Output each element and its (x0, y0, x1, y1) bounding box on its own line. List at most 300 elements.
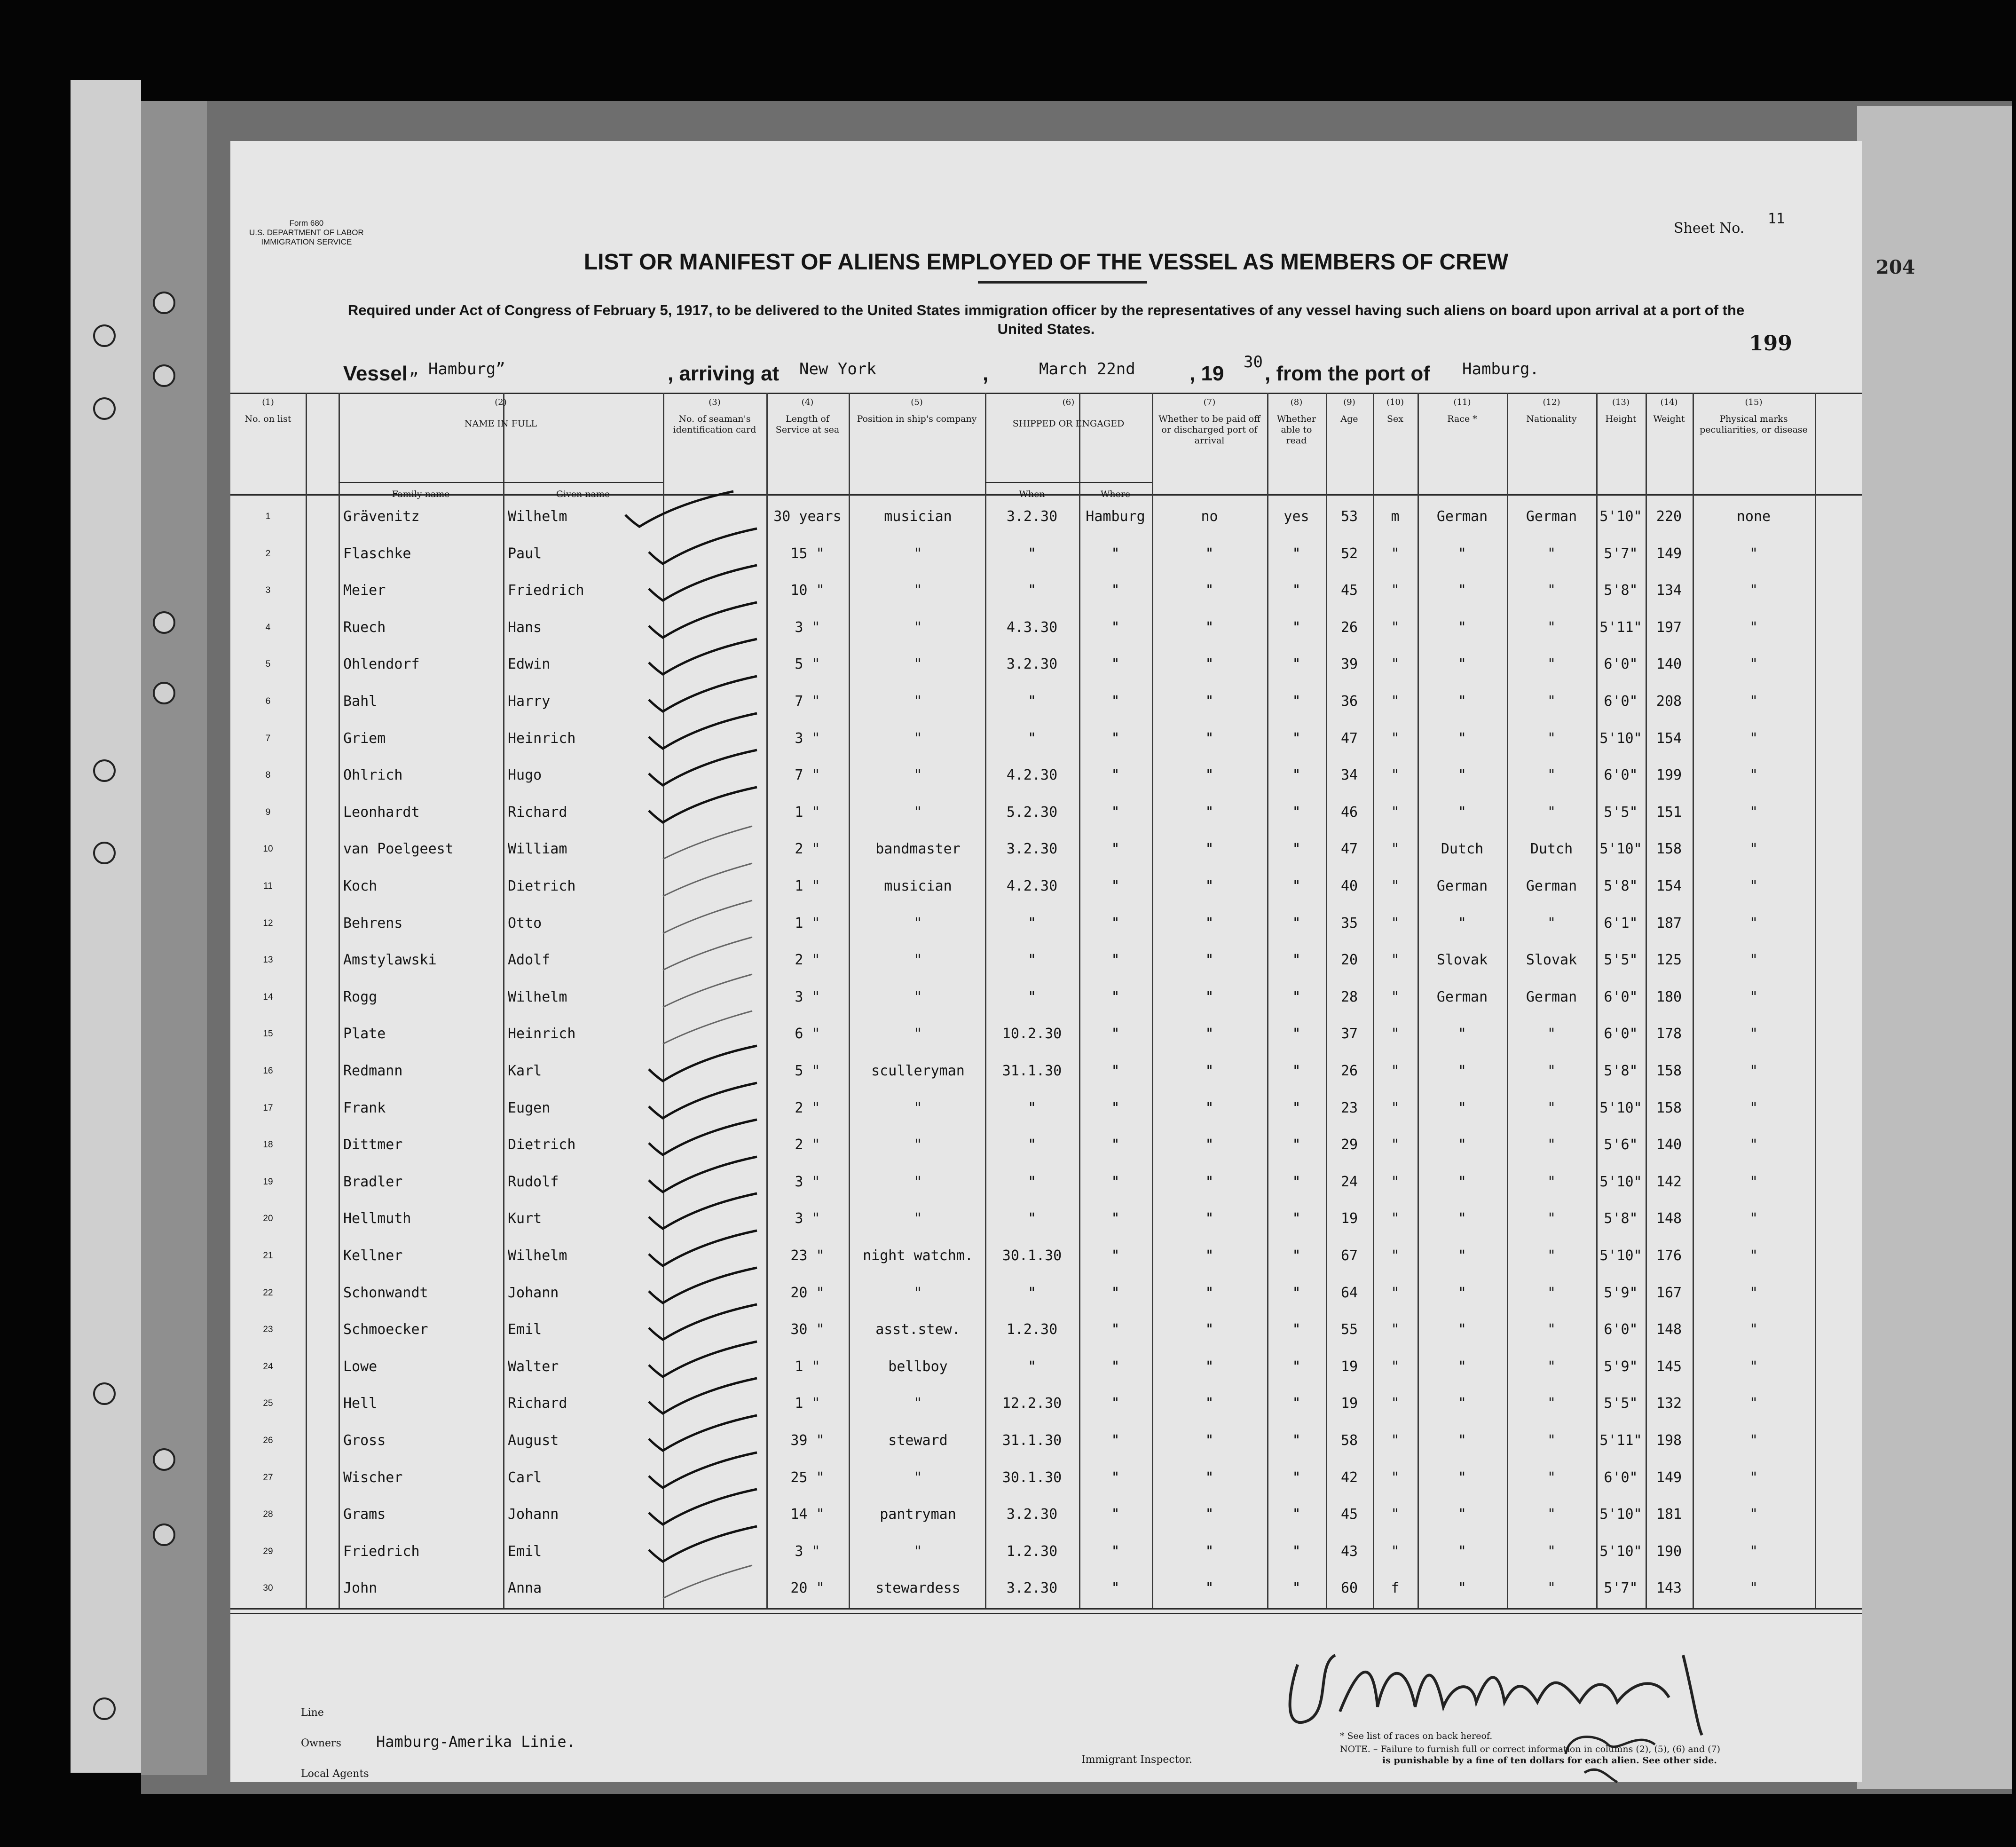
punch-hole (93, 759, 116, 782)
length-of-service-cell: 7 " (795, 767, 820, 784)
race-cell: " (1457, 1137, 1467, 1153)
height-cell: 5'7" (1604, 1580, 1638, 1597)
length-of-service-cell: 1 " (795, 1395, 820, 1412)
shipped-when-cell: 3.2.30 (1006, 1506, 1058, 1523)
shipped-when-cell: " (1027, 915, 1037, 931)
family-name-cell: Schonwandt (343, 1284, 428, 1301)
height-cell: 5'8" (1604, 582, 1638, 599)
check-mark-icon (621, 489, 743, 531)
punch-hole (153, 682, 175, 704)
given-name-cell: Karl (508, 1063, 542, 1079)
check-mark-icon (644, 1228, 766, 1271)
able-to-read-cell: " (1292, 619, 1301, 636)
check-mark-icon (644, 1191, 766, 1233)
shipped-where-cell: " (1111, 841, 1120, 858)
able-to-read-cell: " (1292, 1284, 1301, 1301)
shipped-where-cell: " (1111, 804, 1120, 821)
length-of-service-cell: 7 " (795, 693, 820, 710)
vessel-label: Vessel (343, 362, 408, 385)
weight-cell: 158 (1656, 1099, 1682, 1116)
page-subtitle: Required under Act of Congress of February 5, 1917, to be delivered to the United States immigration officer by the representatives of any vessel having such aliens on board upon arrival at a port of the United States. (347, 302, 1745, 337)
manifest-sheet (230, 141, 1915, 1782)
column-number: (3) (709, 397, 721, 407)
sex-cell: f (1391, 1580, 1400, 1597)
given-name-cell: Rudolf (508, 1173, 559, 1190)
age-cell: 40 (1340, 878, 1358, 894)
weight-cell: 148 (1656, 1321, 1682, 1338)
length-of-service-cell: 3 " (795, 619, 820, 636)
check-mark-icon (644, 1524, 766, 1566)
table-row (230, 1127, 1862, 1163)
shipped-when-cell: " (1027, 730, 1037, 747)
arriving-label: , arriving at (668, 362, 780, 385)
length-of-service-cell: 2 " (795, 952, 820, 969)
punch-hole (153, 364, 175, 387)
shipped-where-cell: " (1111, 1395, 1120, 1412)
departure-port: Hamburg. (1462, 360, 1539, 379)
sex-cell: " (1391, 545, 1400, 562)
family-name-cell: Hell (343, 1395, 378, 1412)
nationality-cell: " (1547, 1358, 1556, 1375)
position-cell: " (914, 804, 922, 821)
position-cell: " (914, 952, 922, 969)
row-number-cell: 5 (265, 659, 271, 670)
sex-cell: " (1391, 878, 1400, 894)
weight-cell: 158 (1656, 841, 1682, 858)
position-cell: sculleryman (871, 1063, 965, 1079)
nationality-cell: " (1547, 693, 1556, 710)
check-mark-icon (644, 932, 766, 975)
able-to-read-cell: " (1292, 1210, 1301, 1227)
age-cell: 47 (1340, 841, 1358, 858)
given-name-cell: Richard (508, 804, 567, 821)
physical-marks-cell: " (1749, 988, 1758, 1005)
position-cell: " (914, 1137, 922, 1153)
arrival-date: March 22nd (1039, 360, 1135, 379)
age-cell: 26 (1340, 619, 1358, 636)
shipped-where-cell: " (1111, 545, 1120, 562)
table-row (230, 831, 1862, 868)
weight-cell: 143 (1656, 1580, 1682, 1597)
paid-off-cell: " (1205, 1395, 1214, 1412)
length-of-service-cell: 15 " (790, 545, 825, 562)
nationality-cell: " (1547, 1137, 1556, 1153)
physical-marks-cell: " (1749, 582, 1758, 599)
family-name-cell: Bahl (343, 693, 378, 710)
height-cell: 5'10" (1599, 508, 1642, 525)
age-cell: 39 (1340, 656, 1358, 673)
given-name-cell: William (508, 841, 567, 858)
race-cell: " (1457, 1173, 1467, 1190)
header-family: Family name (392, 489, 450, 499)
given-name-cell: Dietrich (508, 878, 576, 894)
height-cell: 6'0" (1604, 1469, 1638, 1486)
position-cell: " (914, 582, 922, 599)
height-cell: 5'5" (1604, 952, 1638, 969)
shipped-where-cell: " (1111, 915, 1120, 931)
paid-off-cell: " (1205, 582, 1214, 599)
shipped-when-cell: 4.2.30 (1006, 878, 1058, 894)
physical-marks-cell: " (1749, 915, 1758, 931)
race-cell: " (1457, 1543, 1467, 1560)
height-cell: 5'7" (1604, 545, 1638, 562)
column-header: Age (1340, 414, 1358, 424)
able-to-read-cell: " (1292, 545, 1301, 562)
age-cell: 35 (1340, 915, 1358, 931)
paid-off-cell: no (1201, 508, 1218, 525)
race-cell: " (1457, 730, 1467, 747)
age-cell: 34 (1340, 767, 1358, 784)
local-agents-label: Local Agents (301, 1768, 369, 1780)
year-label: , 19 (1189, 362, 1224, 385)
physical-marks-cell: " (1749, 693, 1758, 710)
able-to-read-cell: " (1292, 988, 1301, 1005)
service-name: IMMIGRATION SERVICE (261, 237, 352, 246)
weight-cell: 154 (1656, 878, 1682, 894)
height-cell: 6'0" (1604, 767, 1638, 784)
nationality-cell: " (1547, 1395, 1556, 1412)
check-mark-icon (644, 600, 766, 642)
length-of-service-cell: 10 " (790, 582, 825, 599)
nationality-cell: " (1547, 1099, 1556, 1116)
height-cell: 6'0" (1604, 988, 1638, 1005)
nationality-cell: German (1526, 878, 1577, 894)
length-of-service-cell: 2 " (795, 1137, 820, 1153)
position-cell: stewardess (875, 1580, 961, 1597)
race-cell: " (1457, 1099, 1467, 1116)
shipped-when-cell: " (1027, 1099, 1037, 1116)
length-of-service-cell: 25 " (790, 1469, 825, 1486)
height-cell: 6'0" (1604, 1321, 1638, 1338)
age-cell: 46 (1340, 804, 1358, 821)
race-cell: German (1436, 508, 1488, 525)
able-to-read-cell: " (1292, 1469, 1301, 1486)
age-cell: 55 (1340, 1321, 1358, 1338)
sex-cell: " (1391, 952, 1400, 969)
race-cell: " (1457, 582, 1467, 599)
weight-cell: 134 (1656, 582, 1682, 599)
reference-number: 199 (1749, 332, 1792, 355)
row-number-cell: 8 (265, 770, 271, 781)
age-cell: 43 (1340, 1543, 1358, 1560)
height-cell: 6'0" (1604, 693, 1638, 710)
column-header: Physical marks peculiarities, or disease (1700, 414, 1808, 435)
sex-cell: " (1391, 1247, 1400, 1264)
height-cell: 5'8" (1604, 878, 1638, 894)
weight-cell: 167 (1656, 1284, 1682, 1301)
given-name-cell: Friedrich (508, 582, 584, 599)
height-cell: 5'11" (1599, 1432, 1642, 1449)
position-cell: " (914, 545, 922, 562)
nationality-cell: " (1547, 1580, 1556, 1597)
physical-marks-cell: " (1749, 1506, 1758, 1523)
sex-cell: " (1391, 693, 1400, 710)
length-of-service-cell: 20 " (790, 1580, 825, 1597)
nationality-cell: " (1547, 619, 1556, 636)
column-number: (12) (1543, 397, 1560, 407)
arrival-year: 30 (1244, 353, 1263, 371)
position-cell: " (914, 1284, 922, 1301)
table-row (230, 720, 1862, 757)
length-of-service-cell: 5 " (795, 656, 820, 673)
given-name-cell: Heinrich (508, 730, 576, 747)
shipped-when-cell: " (1027, 693, 1037, 710)
date-separator: , (983, 362, 989, 385)
nationality-cell: " (1547, 767, 1556, 784)
table-row (230, 1422, 1862, 1459)
family-name-cell: Friedrich (343, 1543, 420, 1560)
family-name-cell: John (343, 1580, 378, 1597)
check-mark-icon (644, 1376, 766, 1418)
shipped-where-cell: " (1111, 1063, 1120, 1079)
length-of-service-cell: 3 " (795, 730, 820, 747)
position-cell: bellboy (888, 1358, 948, 1375)
shipped-where-cell: " (1111, 1026, 1120, 1042)
height-cell: 5'5" (1604, 804, 1638, 821)
race-cell: " (1457, 1247, 1467, 1264)
penalty-note-continued: is punishable by a fine of ten dollars for each alien. See other side. (1382, 1755, 1717, 1766)
weight-cell: 180 (1656, 988, 1682, 1005)
age-cell: 52 (1340, 545, 1358, 562)
table-row (230, 1349, 1862, 1385)
nationality-cell: " (1547, 1026, 1556, 1042)
race-cell: Dutch (1441, 841, 1484, 858)
row-number-cell: 14 (263, 992, 273, 1002)
physical-marks-cell: " (1749, 804, 1758, 821)
table-row (230, 1200, 1862, 1237)
punch-hole (153, 292, 175, 314)
weight-cell: 140 (1656, 656, 1682, 673)
paid-off-cell: " (1205, 730, 1214, 747)
shipped-when-cell: 12.2.30 (1002, 1395, 1062, 1412)
sex-cell: " (1391, 804, 1400, 821)
position-cell: " (914, 656, 922, 673)
weight-cell: 190 (1656, 1543, 1682, 1560)
column-number: (4) (801, 397, 814, 407)
column-number: (8) (1290, 397, 1303, 407)
check-mark-icon (644, 785, 766, 827)
weight-cell: 140 (1656, 1137, 1682, 1153)
check-mark-icon (644, 526, 766, 568)
age-cell: 28 (1340, 988, 1358, 1005)
shipped-when-cell: 3.2.30 (1006, 508, 1058, 525)
age-cell: 45 (1340, 582, 1358, 599)
shipped-where-cell: " (1111, 1321, 1120, 1338)
family-name-cell: Koch (343, 878, 378, 894)
height-cell: 5'8" (1604, 1063, 1638, 1079)
paid-off-cell: " (1205, 1469, 1214, 1486)
given-name-cell: Wilhelm (508, 988, 567, 1005)
check-mark-icon (644, 1043, 766, 1086)
able-to-read-cell: yes (1284, 508, 1309, 525)
physical-marks-cell: " (1749, 1173, 1758, 1190)
family-name-cell: Griem (343, 730, 386, 747)
height-cell: 5'10" (1599, 1099, 1642, 1116)
paid-off-cell: " (1205, 1321, 1214, 1338)
given-name-cell: Emil (508, 1321, 542, 1338)
race-cell: " (1457, 1210, 1467, 1227)
position-cell: steward (888, 1432, 948, 1449)
row-number-cell: 30 (263, 1583, 273, 1594)
shipped-when-cell: " (1027, 582, 1037, 599)
able-to-read-cell: " (1292, 804, 1301, 821)
table-row (230, 609, 1862, 646)
row-number-cell: 20 (263, 1214, 273, 1224)
row-number-cell: 19 (263, 1176, 273, 1187)
check-mark-icon (644, 1561, 766, 1603)
punch-hole (93, 842, 116, 864)
nationality-cell: " (1547, 1247, 1556, 1264)
shipped-where-cell: " (1111, 1580, 1120, 1597)
paid-off-cell: " (1205, 545, 1214, 562)
race-cell: " (1457, 1395, 1467, 1412)
check-mark-icon (644, 1117, 766, 1160)
column-number: (5) (911, 397, 923, 407)
shipped-where-cell: " (1111, 952, 1120, 969)
row-number-cell: 28 (263, 1509, 273, 1520)
weight-cell: 154 (1656, 730, 1682, 747)
row-number-cell: 6 (265, 696, 271, 706)
paid-off-cell: " (1205, 1580, 1214, 1597)
table-row (230, 1090, 1862, 1127)
column-header: SHIPPED OR ENGAGED (1012, 418, 1125, 429)
physical-marks-cell: " (1749, 1026, 1758, 1042)
physical-marks-cell: " (1749, 1284, 1758, 1301)
check-mark-icon (644, 859, 766, 901)
paid-off-cell: " (1205, 1137, 1214, 1153)
age-cell: 60 (1340, 1580, 1358, 1597)
paid-off-cell: " (1205, 1063, 1214, 1079)
shipped-when-cell: 3.2.30 (1006, 841, 1058, 858)
shipped-where-cell: " (1111, 1358, 1120, 1375)
sex-cell: " (1391, 767, 1400, 784)
family-name-cell: Grams (343, 1506, 386, 1523)
physical-marks-cell: " (1749, 1543, 1758, 1560)
shipped-where-cell: " (1111, 1284, 1120, 1301)
shipped-where-cell: " (1111, 1469, 1120, 1486)
name-subheader-rule (339, 482, 663, 483)
height-cell: 5'6" (1604, 1137, 1638, 1153)
given-name-cell: Hans (508, 619, 542, 636)
sex-cell: " (1391, 582, 1400, 599)
table-row (230, 1275, 1862, 1311)
height-cell: 5'10" (1599, 1543, 1642, 1560)
length-of-service-cell: 1 " (795, 1358, 820, 1375)
family-name-cell: Plate (343, 1026, 386, 1042)
race-cell: " (1457, 1580, 1467, 1597)
column-header: Weight (1653, 414, 1685, 424)
able-to-read-cell: " (1292, 1432, 1301, 1449)
row-number-cell: 16 (263, 1066, 273, 1076)
check-mark-icon (644, 1006, 766, 1049)
weight-cell: 151 (1656, 804, 1682, 821)
nationality-cell: " (1547, 804, 1556, 821)
nationality-cell: " (1547, 656, 1556, 673)
row-number-cell: 29 (263, 1546, 273, 1556)
paid-off-cell: " (1205, 1173, 1214, 1190)
race-cell: " (1457, 1469, 1467, 1486)
punch-hole (93, 1382, 116, 1405)
weight-cell: 208 (1656, 693, 1682, 710)
table-row (230, 1570, 1862, 1607)
table-row (230, 536, 1862, 572)
shipped-where-cell: " (1111, 1137, 1120, 1153)
able-to-read-cell: " (1292, 693, 1301, 710)
family-name-cell: Kellner (343, 1247, 403, 1264)
able-to-read-cell: " (1292, 878, 1301, 894)
position-cell: bandmaster (875, 841, 961, 858)
position-cell: " (914, 767, 922, 784)
row-number-cell: 2 (265, 548, 271, 559)
family-name-cell: Bradler (343, 1173, 403, 1190)
shipped-when-cell: 10.2.30 (1002, 1026, 1062, 1042)
sex-cell: " (1391, 730, 1400, 747)
shipped-when-cell: 30.1.30 (1002, 1247, 1062, 1264)
sheet-number-value: 11 (1768, 211, 1785, 227)
position-cell: " (914, 730, 922, 747)
check-mark-icon (644, 1450, 766, 1492)
able-to-read-cell: " (1292, 730, 1301, 747)
position-cell: " (914, 1469, 922, 1486)
adjacent-page (1857, 106, 2012, 1789)
from-port-label: , from the port of (1265, 362, 1430, 385)
given-name-cell: Otto (508, 915, 542, 931)
family-name-cell: Rogg (343, 988, 378, 1005)
length-of-service-cell: 1 " (795, 915, 820, 931)
punch-hole (93, 324, 116, 347)
paid-off-cell: " (1205, 767, 1214, 784)
sex-cell: " (1391, 1137, 1400, 1153)
weight-cell: 197 (1656, 619, 1682, 636)
sex-cell: " (1391, 1063, 1400, 1079)
punch-hole (153, 611, 175, 634)
length-of-service-cell: 2 " (795, 841, 820, 858)
nationality-cell: " (1547, 545, 1556, 562)
physical-marks-cell: " (1749, 1137, 1758, 1153)
row-number-cell: 10 (263, 844, 273, 854)
race-cell: " (1457, 1358, 1467, 1375)
physical-marks-cell: " (1749, 1432, 1758, 1449)
weight-cell: 132 (1656, 1395, 1682, 1412)
nationality-cell: " (1547, 1284, 1556, 1301)
paid-off-cell: " (1205, 1099, 1214, 1116)
able-to-read-cell: " (1292, 1580, 1301, 1597)
table-row (230, 868, 1862, 905)
able-to-read-cell: " (1292, 1543, 1301, 1560)
shipped-subheader-rule (985, 482, 1152, 483)
arriving-port: New York (799, 360, 876, 379)
race-cell: " (1457, 619, 1467, 636)
nationality-cell: " (1547, 1063, 1556, 1079)
crew-table (230, 393, 1862, 1646)
family-name-cell: van Poelgeest (343, 841, 454, 858)
length-of-service-cell: 30 " (790, 1321, 825, 1338)
family-name-cell: Hellmuth (343, 1210, 411, 1227)
check-mark-icon (644, 896, 766, 938)
age-cell: 29 (1340, 1137, 1358, 1153)
column-header: No. on list (244, 414, 291, 424)
table-row (230, 1053, 1862, 1089)
able-to-read-cell: " (1292, 1099, 1301, 1116)
shipped-when-cell: 31.1.30 (1002, 1432, 1062, 1449)
punch-hole (153, 1523, 175, 1546)
family-name-cell: Lowe (343, 1358, 378, 1375)
age-cell: 47 (1340, 730, 1358, 747)
age-cell: 67 (1340, 1247, 1358, 1264)
nationality-cell: " (1547, 730, 1556, 747)
page-title: LIST OR MANIFEST OF ALIENS EMPLOYED OF THE VESSEL AS MEMBERS OF CREW (583, 250, 1509, 275)
able-to-read-cell: " (1292, 582, 1301, 599)
